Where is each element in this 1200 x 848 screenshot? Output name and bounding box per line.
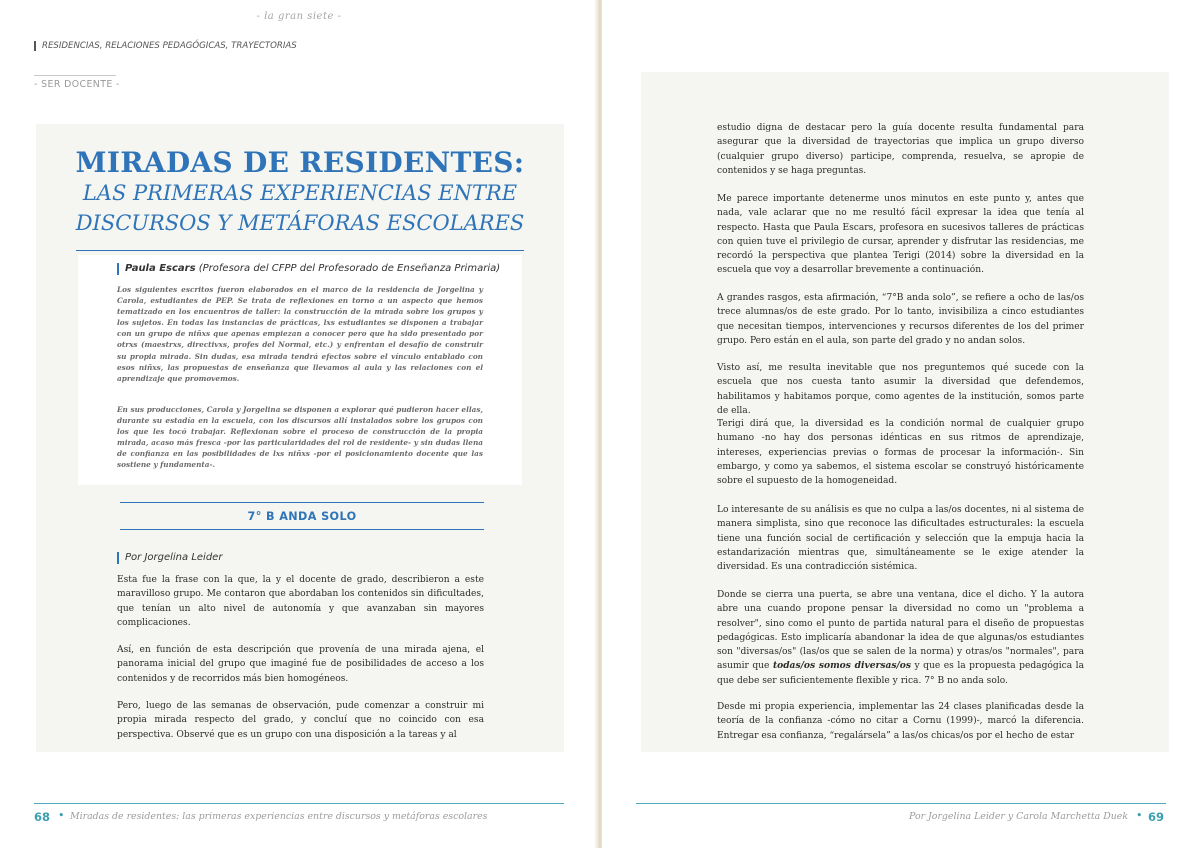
- intro-paragraph-1: Los siguientes escritos fueron elaborados en el marco de la residencia de Jorgelina y Carola, estudiantes de PEP. Se trata de reflexiones en torno a un aspecto que hemos tematizado en los encuentros de taller: la construcción de la mirada sobre los grupos y los sujetos. En todas las instancias de prácticas, lxs estudiantes se disponen a trabajar con un grupo de niñxs que apenas empiezan a conocer pero que ha sido presentado por otrxs (maestrxs, directivxs, profes del Normal, etc.) y enfrentan el desafío de construir su propia mirada. Sin dudas, esa mirada tendrá efectos sobre el vínculo entablado con esos niñxs, las propuestas de enseñanza que llevamos al aula y las relaciones con el aprendizaje que promovemos.: [117, 285, 483, 383]
- section-tag: RESIDENCIAS, RELACIONES PEDAGÓGICAS, TRAYECTORIAS: [34, 41, 297, 51]
- body-paragraph-1: Esta fue la frase con la que, la y el docente de grado, describieron a este maravilloso grupo. Me contaron que abordaban los contenidos sin dificultades, que tenían un alto nivel de autonomía y que avanzaban sin mayores complicaciones.: [117, 575, 484, 628]
- footer-title: Miradas de residentes: las primeras experiencias entre discursos y metáforas escolares: [70, 811, 488, 822]
- body-paragraph-3: Pero, luego de las semanas de observación, pude comenzar a construir mi propia mirada respecto del grado, y concluí que no coincido con esa perspectiva. Observé que es un grupo con una disposición a la tareas y al: [117, 701, 484, 740]
- body-paragraph-2: Así, en función de esta descripción que provenía de una mirada ajena, el panorama inicial del grupo que imaginé fue de posibilidades de acceso a los contenidos y de recorridos más bien homogéneos.: [117, 645, 484, 684]
- running-head: - la gran siete -: [256, 11, 342, 22]
- byline: Por Jorgelina Leider: [117, 552, 222, 564]
- right-paragraph-4: Visto así, me resulta inevitable que nos preguntemos qué sucede con la escuela que nos cuesta tanto asumir la diversidad que defendemos, habilitamos y habitamos porque, como agentes de la institución, somos parte de ella.: [717, 363, 1084, 416]
- category-label: - SER DOCENTE -: [34, 79, 120, 90]
- title-rule: [76, 250, 524, 251]
- article-subtitle-line-2: DISCURSOS Y METÁFORAS ESCOLARES: [75, 211, 525, 235]
- right-paragraph-2: Me parece importante detenerme unos minutos en este punto y, antes que nada, vale aclarar que no me resultó fácil expresar la idea que tenía al respecto. Hasta que Paula Escars, profesora en sucesivos talleres de prácticas con quien tuve el privilegio de cursar, aprender y disfrutar las residencias, me recordó la perspectiva que plantea Terigi (2014) sobre la diversidad en la escuela que voy a desarrollar brevemente a continuación.: [717, 194, 1084, 276]
- right-paragraph-7-end: y que es la propuesta pedagógica la que debe ser suficientemente flexible y rica. 7° B no anda solo.: [717, 661, 1084, 686]
- right-paragraph-7-emphasis: todas/os somos diversas/os: [772, 660, 911, 672]
- intro-author: [117, 263, 525, 275]
- footer-bullet-left: •: [58, 809, 65, 822]
- intro-author-name: Paula Escars: [125, 263, 196, 274]
- footer-rule-right: [636, 803, 1166, 804]
- right-paragraph-6: Lo interesante de su análisis es que no culpa a las/os docentes, ni al sistema de manera simplista, sino que reconoce las dificultades estructurales: la escuela tiene una función social de certificación y selección que la empuja hacia la estandarización mientras que, simultáneamente se le exige atender la diversidad. Es una contradicción sistémica.: [717, 505, 1084, 573]
- article-title: MIRADAS DE RESIDENTES:: [75, 146, 525, 179]
- footer-rule-left: [34, 803, 564, 804]
- right-paragraph-1: estudio digna de destacar pero la guía docente resulta fundamental para asegurar que la diversidad de trayectorias que implica un grupo diverso (cualquier grupo diverso) participe, comprenda, resuelva, se apropie de contenidos y se haga preguntas.: [717, 123, 1084, 176]
- right-paragraph-7-start: Donde se cierra una puerta, se abre una ventana, dice el dicho. Y la autora abre una cuando propone pensar la diversidad no como un "problema a resolver", sino como el punto de partida natural para el diseño de propuestas pedagógicas. Esto implicaría abandonar la idea de que algunas/os estudiantes son "diversas/os" (las/os que se salen de la norma) y otras/os "normales", para asumir que: [717, 590, 1084, 672]
- right-paragraph-5: Terigi dirá que, la diversidad es la condición normal de cualquier grupo humano -no hay dos personas idénticas en sus ritmos de aprendizaje, intereses, experiencias previas o formas de procesar la información-. Sin embargo, y como ya sabemos, el sistema escolar se construyó históricamente sobre el supuesto de la homogeneidad.: [717, 419, 1084, 487]
- page-number-right: 69: [1148, 810, 1165, 824]
- section-heading-rule-bottom: [120, 529, 484, 530]
- section-heading: 7° B ANDA SOLO: [247, 510, 357, 523]
- left-page: [0, 0, 598, 848]
- intro-paragraph-2: En sus producciones, Carola y Jorgelina se disponen a explorar qué pudieron hacer ellas, durante su estadía en la escuela, con los discursos allí instalados sobre los grupos con los que les tocó trabajar. Reflexionan sobre el proceso de construcción de la propia mirada, acaso más fresca -por las particularidades del rol de residente- y sin dudas llena de confianza en las posibilidades de lxs niñxs -por el posicionamiento docente que las sostiene y fundamenta-.: [117, 405, 483, 470]
- footer-bullet-right: •: [1136, 809, 1143, 822]
- footer-authors: Por Jorgelina Leider y Carola Marchetta Duek: [909, 811, 1128, 822]
- page-number-left: 68: [34, 810, 51, 824]
- right-paragraph-7: [717, 588, 1084, 688]
- right-paragraph-3: A grandes rasgos, esta afirmación, “7°B anda solo”, se refiere a ocho de las/os trece alumnas/os de este grado. Por lo tanto, invisibiliza a cinco estudiantes que necesitan tiempos, intervenciones y recursos diferentes de los del primer grupo. Pero están en el aula, son parte del grado y no andan solos.: [717, 293, 1084, 346]
- intro-author-role: (Profesora del CFPP del Profesorado de Enseñanza Primaria): [198, 263, 501, 274]
- article-subtitle-line-1: LAS PRIMERAS EXPERIENCIAS ENTRE: [82, 181, 518, 205]
- right-paragraph-8: Desde mi propia experiencia, implementar las 24 clases planificadas desde la teoría de la confianza -cómo no citar a Cornu (1999)-, marcó la diferencia. Entregar esa confianza, “regalársela” a las/os chicas/os por el hecho de estar: [717, 702, 1084, 741]
- article-subtitle: [36, 178, 564, 238]
- section-heading-rule-top: [120, 502, 484, 503]
